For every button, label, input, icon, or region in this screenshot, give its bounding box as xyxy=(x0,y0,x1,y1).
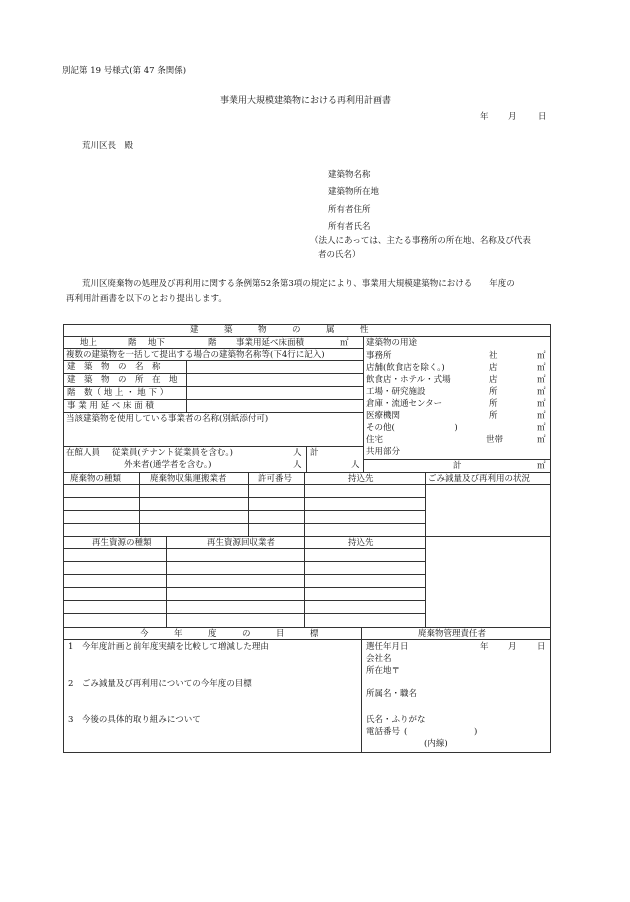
usage-total-unit: ㎡ xyxy=(537,461,546,471)
usage-medical-area: ㎡ xyxy=(537,411,546,421)
date-day: 日 xyxy=(538,112,547,122)
appointed-year: 年 xyxy=(480,642,489,652)
usage-warehouse-area: ㎡ xyxy=(537,399,546,409)
phone-paren-open: ( xyxy=(404,727,408,737)
appointed-month: 月 xyxy=(508,642,517,652)
goals-header: 今 年 度 の 目 標 xyxy=(140,629,319,639)
tenants-label: 当該建築物を使用している事業者の名称(別紙添付可) xyxy=(66,414,269,424)
floor-area-label: 事業用延べ床面積 xyxy=(236,338,305,348)
floor-area-unit: ㎡ xyxy=(340,338,349,348)
corporate-note-line1: （法人にあっては、主たる事務所の所在地、名称及び代表 xyxy=(310,236,531,246)
usage-housing: 住宅 xyxy=(366,435,384,445)
col-waste-type: 廃棄物の種類 xyxy=(70,474,122,484)
col-destination: 持込先 xyxy=(348,474,374,484)
usage-housing-area: ㎡ xyxy=(537,435,546,445)
usage-total-label: 計 xyxy=(453,461,462,471)
form-reference: 別記第 19 号様式(第 47 条関係) xyxy=(62,66,187,76)
multi-building-label: 複数の建築物を一括して提出する場合の建築物名称等(下4行に記入) xyxy=(66,350,325,360)
usage-other: その他( ) xyxy=(366,423,458,433)
col-resource-collector: 再生資源回収業者 xyxy=(207,538,276,548)
phone-paren-close: ) xyxy=(474,727,478,737)
employees-unit: 人 xyxy=(293,448,302,458)
usage-warehouse-unit: 所 xyxy=(489,399,498,409)
usage-medical: 医療機関 xyxy=(366,411,401,421)
usage-other-area: ㎡ xyxy=(537,423,546,433)
usage-restaurant-area: ㎡ xyxy=(537,375,546,385)
usage-restaurant: 飲食店・ホテル・式場 xyxy=(366,375,451,385)
owner-address-label: 所有者住所 xyxy=(328,205,371,215)
goal-item-2: 2 ごみ減量及び再利用についての今年度の目標 xyxy=(68,679,252,689)
usage-office: 事務所 xyxy=(366,351,392,361)
appointed-day: 日 xyxy=(537,642,546,652)
address-label: 所在地〒 xyxy=(366,666,401,676)
dept-label: 所属名・職名 xyxy=(366,689,418,699)
building-attributes-header: 建 築 物 の 属 性 xyxy=(190,325,369,335)
date-month: 月 xyxy=(508,112,517,122)
building-name-label: 建築物名称 xyxy=(328,170,371,180)
page-title: 事業用大規模建築物における再利用計画書 xyxy=(220,96,392,106)
corporate-note-line2: 者の氏名） xyxy=(318,250,361,260)
body-text-line1: 荒川区廃棄物の処理及び再利用に関する条例第52条第3項の規定により、事業用大規模建築物における 年度の xyxy=(82,279,515,289)
floors-below-unit: 階 xyxy=(208,338,217,348)
phone-label: 電話番号 xyxy=(366,727,401,737)
usage-office-unit: 社 xyxy=(489,351,498,361)
appointed-date-label: 選任年月日 xyxy=(366,642,409,652)
col-permit-number: 許可番号 xyxy=(258,474,293,484)
employees-label: 従業員(テナント従業員を含む。) xyxy=(112,448,233,458)
col-resource-type: 再生資源の種類 xyxy=(92,538,152,548)
floor-count-row-label: 階 数（ 地 上 ・ 地 下 ） xyxy=(67,388,169,398)
floor-area-row-label: 事 業 用 延 べ 床 面 積 xyxy=(67,401,154,411)
usage-store-area: ㎡ xyxy=(537,363,546,373)
usage-store: 店舗(飲食店を除く。) xyxy=(366,363,445,373)
usage-housing-unit: 世帯 xyxy=(486,435,504,445)
floors-above-unit: 階 xyxy=(128,338,137,348)
building-location-label: 建築物所在地 xyxy=(328,187,380,197)
date-year: 年 xyxy=(480,112,489,122)
floors-above-label: 地上 xyxy=(80,338,98,348)
addressee: 荒川区長 殿 xyxy=(82,141,134,151)
owner-name-label: 所有者氏名 xyxy=(328,222,371,232)
usage-medical-unit: 所 xyxy=(489,411,498,421)
col-reduction-status: ごみ減量及び再利用の状況 xyxy=(428,474,531,484)
building-location-row-label: 建 築 物 の 所 在 地 xyxy=(67,375,178,385)
occupants-total-label: 計 xyxy=(310,448,319,458)
usage-factory-area: ㎡ xyxy=(537,387,546,397)
building-name-row-label: 建 築 物 の 名 称 xyxy=(67,362,161,372)
usage-factory-unit: 所 xyxy=(489,387,498,397)
usage-restaurant-unit: 店 xyxy=(489,375,498,385)
occupants-total-unit: 人 xyxy=(351,460,360,470)
usage-warehouse: 倉庫・流通センター xyxy=(366,399,443,409)
usage-common: 共用部分 xyxy=(366,447,401,457)
usage-header: 建築物の用途 xyxy=(366,338,418,348)
visitors-label: 外来者(通学者を含む。) xyxy=(124,460,212,470)
usage-office-area: ㎡ xyxy=(537,351,546,361)
company-label: 会社名 xyxy=(366,654,392,664)
usage-factory: 工場・研究施設 xyxy=(366,387,426,397)
manager-header: 廃棄物管理責任者 xyxy=(418,629,487,639)
usage-store-unit: 店 xyxy=(489,363,498,373)
goal-item-3: 3 今後の具体的取り組みについて xyxy=(68,715,201,725)
goal-item-1: 1 今年度計画と前年度実績を比較して増減した理由 xyxy=(68,642,269,652)
name-label: 氏名・ふりがな xyxy=(366,715,426,725)
visitors-unit: 人 xyxy=(293,460,302,470)
col-waste-collector: 廃棄物収集運搬業者 xyxy=(150,474,227,484)
floors-below-label: 地下 xyxy=(148,338,166,348)
body-text-line2: 再利用計画書を以下のとおり提出します。 xyxy=(66,294,227,304)
occupants-label: 在館人員 xyxy=(66,448,101,458)
extension-label: (内線) xyxy=(424,739,448,749)
col-resource-destination: 持込先 xyxy=(348,538,374,548)
